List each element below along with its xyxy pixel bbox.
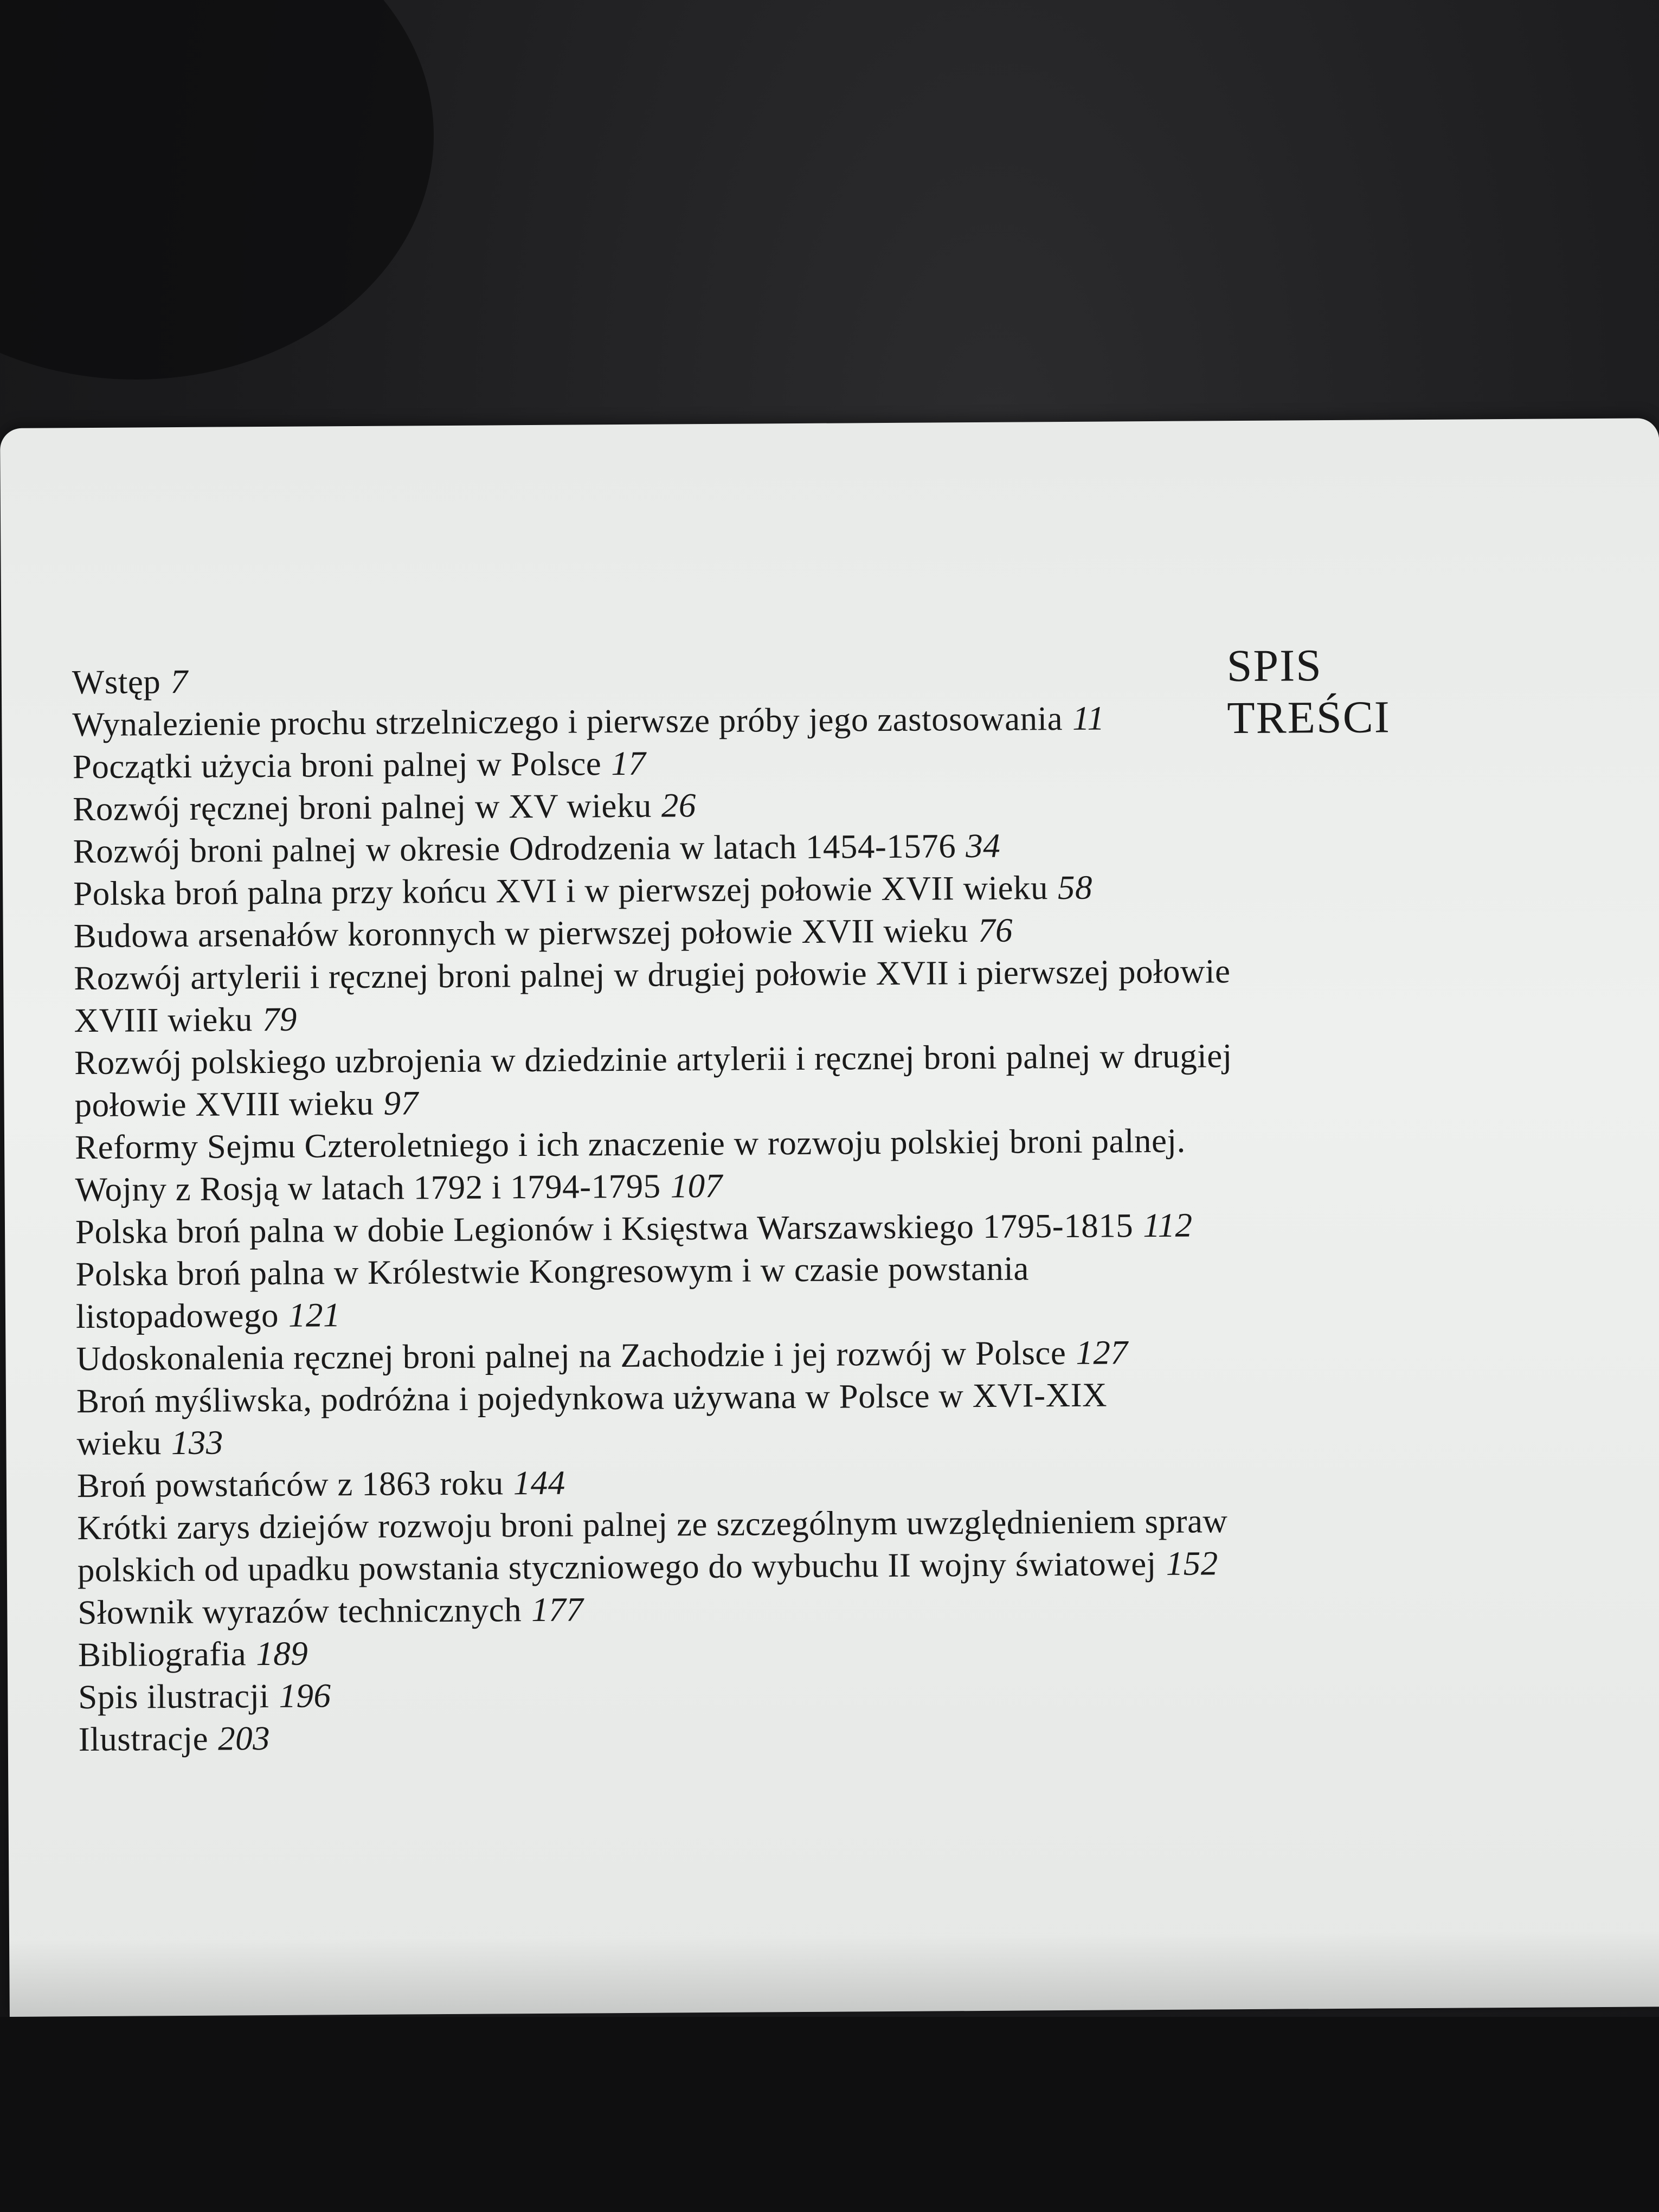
toc-entry-title: Krótki zarys dziejów rozwoju broni palnej ze szczególnym uwzględnieniem spraw polskich od upadku powstania styczniowego do wybuchu II wojny światowej	[77, 1502, 1228, 1590]
toc-entry-page: 76	[978, 911, 1013, 949]
toc-entry	[78, 1584, 1249, 1634]
toc-entry	[73, 781, 1244, 830]
toc-entry	[75, 1119, 1246, 1211]
toc-entry-title: Rozwój ręcznej broni palnej w XV wieku	[73, 786, 652, 828]
toc-entry	[72, 696, 1243, 745]
book-page	[0, 418, 1659, 2017]
toc-entry-page: 196	[279, 1676, 331, 1715]
toc-entry	[74, 950, 1245, 1041]
toc-entry-page: 58	[1057, 868, 1093, 907]
toc-entry	[79, 1711, 1250, 1760]
page-bottom-shade	[9, 1931, 1659, 2017]
toc-entry-page: 97	[383, 1084, 419, 1122]
toc-entry-page: 144	[513, 1463, 566, 1502]
toc-entry	[76, 1373, 1248, 1464]
toc-entry	[77, 1457, 1248, 1507]
toc-entry	[73, 823, 1244, 872]
toc-entry-page: 127	[1076, 1333, 1128, 1372]
toc-entry-page: 133	[171, 1423, 224, 1462]
toc-entry-title: Wynalezienie prochu strzelniczego i pierwsze próby jego zastosowania	[72, 699, 1063, 744]
toc-entry	[78, 1626, 1249, 1676]
toc-entry-title: Rozwój artylerii i ręcznej broni palnej w drugiej połowie XVII i pierwszej połowie XVIII wieku	[73, 952, 1231, 1040]
toc-entry-page: 17	[611, 744, 646, 783]
toc-entry-page: 34	[966, 826, 1001, 865]
page-title	[1226, 639, 1391, 744]
toc-entry-page: 112	[1142, 1206, 1193, 1245]
toc-entry-page: 26	[661, 786, 697, 825]
toc-entry-title: Słownik wyrazów technicznych	[78, 1591, 522, 1632]
toc-entry-title: Broń myśliwska, podróżna i pojedynkowa używana w Polsce w XVI-XIX wieku	[76, 1375, 1108, 1463]
toc-entry-title: Budowa arsenałów koronnych w pierwszej połowie XVII wieku	[73, 911, 969, 955]
background-shadow	[0, 0, 434, 380]
toc-entry-page: 79	[262, 1000, 298, 1039]
toc-entry-title: Polska broń palna w Królestwie Kongresowym i w czasie powstania listopadowego	[75, 1249, 1030, 1336]
toc-entry-title: Spis ilustracji	[78, 1677, 269, 1716]
toc-entry	[77, 1500, 1249, 1591]
toc-entry-title: Początki użycia broni palnej w Polsce	[72, 744, 602, 786]
toc-entry-title: Ilustracje	[78, 1719, 209, 1759]
toc-entry	[78, 1669, 1249, 1718]
toc-entry-page: 7	[170, 662, 188, 701]
toc-entry-page: 152	[1166, 1544, 1218, 1583]
toc-entry-title: Rozwój broni palnej w okresie Odrodzenia w latach 1454-1576	[73, 827, 956, 871]
toc-entry-page: 107	[670, 1166, 723, 1205]
toc-entry	[73, 908, 1244, 957]
toc-entry	[74, 1034, 1246, 1126]
toc-entry-page: 177	[531, 1590, 584, 1629]
toc-entry-title: Polska broń palna w dobie Legionów i Księstwa Warszawskiego 1795-1815	[75, 1206, 1134, 1251]
toc-entry-title: Broń powstańców z 1863 roku	[76, 1464, 504, 1505]
toc-entry	[73, 738, 1244, 788]
toc-entry-title: Rozwój polskiego uzbrojenia w dziedzinie artylerii i ręcznej broni palnej w drugiej połowie XVIII wieku	[74, 1037, 1232, 1124]
toc-entry-title: Polska broń palna przy końcu XVI i w pierwszej połowie XVII wieku	[73, 869, 1049, 913]
toc-entry-title: Reformy Sejmu Czteroletniego i ich znaczenie w rozwoju polskiej broni palnej. Wojny z Rosją w latach 1792 i 1794-1795	[74, 1121, 1186, 1209]
table-of-contents	[72, 654, 1250, 1760]
toc-entry	[75, 1204, 1246, 1253]
toc-entry-page: 11	[1072, 699, 1105, 737]
toc-entry-page: 203	[217, 1719, 271, 1758]
dark-surface-bottom	[0, 2017, 1659, 2212]
toc-entry	[76, 1330, 1247, 1380]
toc-entry-title: Udoskonalenia ręcznej broni palnej na Zachodzie i jej rozwój w Polsce	[76, 1334, 1066, 1378]
toc-entry	[73, 865, 1244, 915]
toc-entry-title: Wstęp	[72, 663, 161, 702]
toc-entry	[72, 654, 1243, 703]
page-title-line-1: SPIS	[1226, 640, 1323, 692]
toc-entry	[75, 1246, 1247, 1338]
page-title-line-2: TREŚCI	[1227, 692, 1391, 744]
toc-entry-page: 121	[288, 1296, 341, 1334]
toc-entry-page: 189	[256, 1634, 308, 1673]
toc-entry-title: Bibliografia	[78, 1635, 247, 1674]
